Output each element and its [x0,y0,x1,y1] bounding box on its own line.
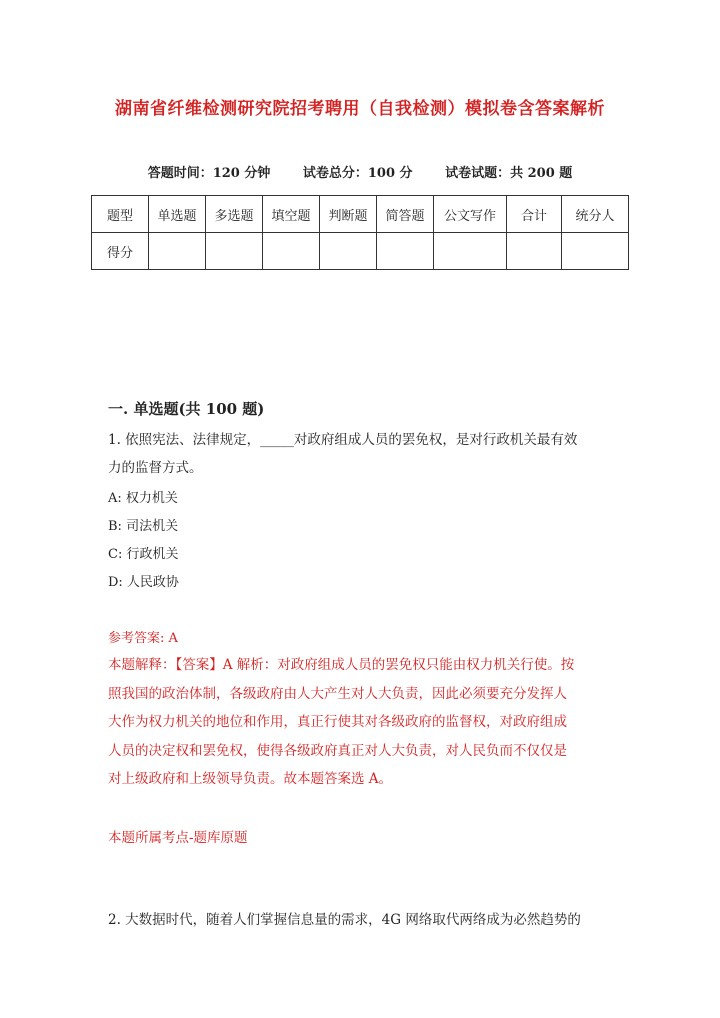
score-cell[interactable] [320,233,377,270]
question-2-text [108,906,620,934]
section-title: 一. 单选题(共 100 题) [108,400,265,418]
score-cell[interactable] [377,233,434,270]
document-title: 湖南省纤维检测研究院招考聘用（自我检测）模拟卷含答案解析 [115,99,605,119]
question-1-line-2: 力的监督方式。 [108,460,203,476]
score-table-score-row [92,233,629,270]
explanation-line: 本题解释：【答案】A 解析：对政府组成人员的罢免权只能由权力机关行使。按 [108,657,575,673]
exam-time: 答题时间：120 分钟 [147,166,271,181]
header-cell: 题型 [92,196,149,233]
header-cell: 简答题 [377,196,434,233]
explanation-line: 照我国的政治体制，各级政府由人大产生对人大负责，因此必须要充分发挥人 [108,685,567,702]
question-2-line-1: 2. 大数据时代，随着人们掌握信息量的需求，4G 网络取代两络成为必然趋势的 [108,912,581,928]
question-source: 本题所属考点-题库原题 [108,830,248,846]
score-cell[interactable] [149,233,206,270]
score-cell[interactable] [507,233,562,270]
header-cell: 统分人 [562,196,629,233]
header-cell: 多选题 [206,196,263,233]
explanation-line: 对上级政府和上级领导负责。故本题答案选 A。 [108,771,393,787]
answer-explanation [108,651,616,794]
score-cell[interactable] [263,233,320,270]
header-cell: 判断题 [320,196,377,233]
reference-answer: 参考答案: A [108,631,178,646]
score-cell[interactable] [562,233,629,270]
score-cell[interactable] [434,233,507,270]
option-d: D: 人民政协 [108,575,179,590]
explanation-line: 人员的决定权和罢免权，使得各级政府真正对人大负责，对人民负而不仅仅是 [108,742,567,759]
score-table-header-row [92,196,629,233]
explanation-line: 大作为权力机关的地位和作用，真正行使其对各级政府的监督权，对政府组成 [108,714,567,730]
exam-info [0,162,720,181]
question-1-text [108,426,620,482]
header-cell: 公文写作 [434,196,507,233]
option-c: C: 行政机关 [108,547,179,562]
option-b: B: 司法机关 [108,519,179,534]
exam-question-count: 试卷试题：共 200 题 [445,166,573,181]
score-table [91,195,629,270]
question-1-line-1: 1. 依照宪法、法律规定，_____对政府组成人员的罢免权，是对行政机关最有效 [108,432,578,448]
header-cell: 单选题 [149,196,206,233]
header-cell: 合计 [507,196,562,233]
exam-total-score: 试卷总分：100 分 [302,166,413,181]
header-cell: 填空题 [263,196,320,233]
row-label-cell: 得分 [92,233,149,270]
option-a: A: 权力机关 [108,491,178,506]
score-cell[interactable] [206,233,263,270]
